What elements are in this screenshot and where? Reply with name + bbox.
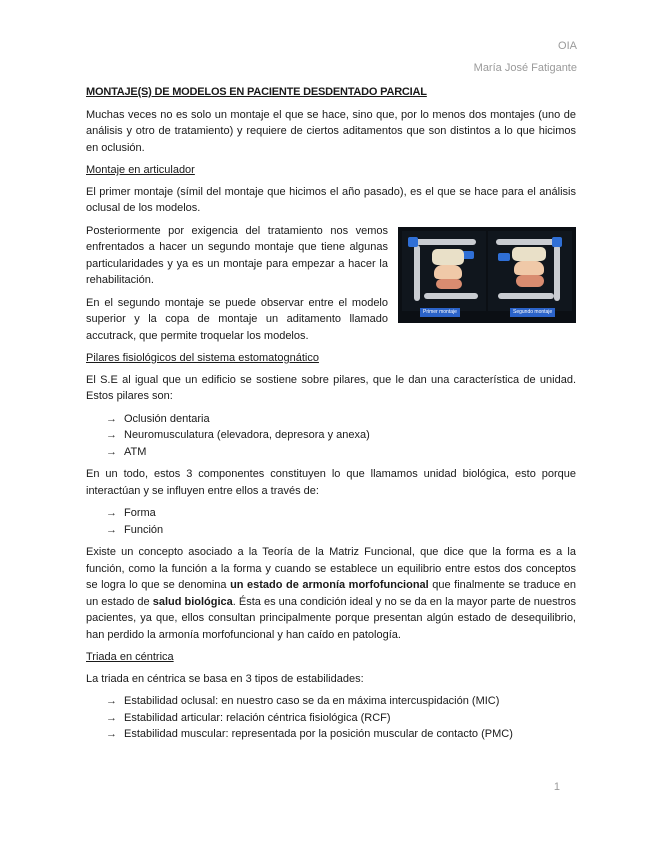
intro-paragraph: Muchas veces no es solo un montaje el que se hace, sino que, por lo menos dos montajes (uno de análisis y otro de tratamiento) y requiere de ciertos aditamentos que son distintos a lo que hicimos en oclusión. — [86, 108, 576, 154]
section-heading-montaje: Montaje en articulador — [86, 164, 195, 176]
forma-funcion-list — [86, 505, 576, 538]
arrow-icon: → — [106, 695, 117, 707]
arrow-icon: → — [106, 728, 117, 740]
list-item: → Estabilidad oclusal: en nuestro caso se da en máxima intercuspidación (MIC) — [106, 693, 576, 710]
figure-label-left: Primer montaje — [420, 308, 460, 317]
list-item: → Estabilidad articular: relación céntrica fisiológica (RCF) — [106, 710, 576, 727]
list-item: → Forma — [106, 505, 576, 522]
montaje-paragraph-1: El primer montaje (símil del montaje que hicimos el año pasado), es el que se hace para el análisis oclusal de los modelos. — [86, 185, 576, 214]
header-course: OIA — [558, 40, 577, 52]
montaje-paragraph-2: Posteriormente por exigencia del tratamiento nos vemos enfrentados a hacer un segundo montaje que tiene algunas particularidades y ya es un montaje para empezar a hacer la rehabilitación. — [86, 224, 388, 286]
arrow-icon: → — [106, 412, 117, 425]
section-heading-triada: Triada en céntrica — [86, 651, 174, 663]
page-number: 1 — [553, 781, 560, 793]
bold-armonia: un estado de armonía morfofuncional — [230, 579, 429, 591]
arrow-icon: → — [106, 445, 117, 458]
arrow-icon: → — [106, 523, 117, 536]
triada-paragraph: La triada en céntrica se basa en 3 tipos de estabilidades: — [86, 672, 364, 685]
articulator-panel-right — [488, 231, 572, 311]
list-item: → Oclusión dentaria — [106, 411, 576, 428]
arrow-icon: → — [106, 429, 117, 441]
montaje-figure-block — [86, 223, 576, 351]
articulator-photo — [398, 227, 576, 323]
document-body — [86, 84, 576, 749]
articulator-panel-left — [402, 231, 486, 311]
figure-label-right: Segundo montaje — [510, 308, 555, 317]
matriz-funcional-paragraph: Existe un concepto asociado a la Teoría de la Matriz Funcional, que dice que la forma es a la función, como la función a la forma y cuando se establece un equilibrio entre estos dos conceptos se logra lo que se denomina un estado de armonía morfofuncional que finalmente se traduce en un estado de salud biológica. Ésta es una condición ideal y no se da en la mayor parte de nuestros pacientes, ya que, ellos consultan principalmente porque presentan algún estado de desequilibrio, han perdido la armonía morfofuncional y han caído en patología. — [86, 546, 576, 641]
pilares-paragraph-2: En un todo, estos 3 componentes constituyen lo que llamamos unidad biológica, esto porque interactúan y se influyen entre ellos a través de: — [86, 468, 576, 497]
header-author: María José Fatigante — [473, 62, 577, 74]
pilares-list — [86, 411, 576, 461]
section-heading-pilares: Pilares fisiológicos del sistema estomatognático — [86, 352, 319, 364]
arrow-icon: → — [106, 711, 117, 724]
montaje-paragraph-3: En el segundo montaje se puede observar entre el modelo superior y la copa de montaje un aditamento llamado accutrack, que permite troquelar los modelos. — [86, 296, 388, 342]
page-title: MONTAJE(S) DE MODELOS EN PACIENTE DESDENTADO PARCIAL — [86, 86, 427, 98]
triada-list — [86, 693, 576, 743]
list-item: → ATM — [106, 444, 576, 461]
list-item: → Función — [106, 522, 576, 539]
list-item: → Estabilidad muscular: representada por la posición muscular de contacto (PMC) — [106, 726, 576, 743]
pilares-paragraph-1: El S.E al igual que un edificio se sostiene sobre pilares, que le dan una característica de unidad. Estos pilares son: — [86, 373, 576, 402]
arrow-icon: → — [106, 507, 117, 519]
bold-salud: salud biológica — [152, 595, 233, 608]
list-item: → Neuromusculatura (elevadora, depresora y anexa) — [106, 427, 576, 444]
